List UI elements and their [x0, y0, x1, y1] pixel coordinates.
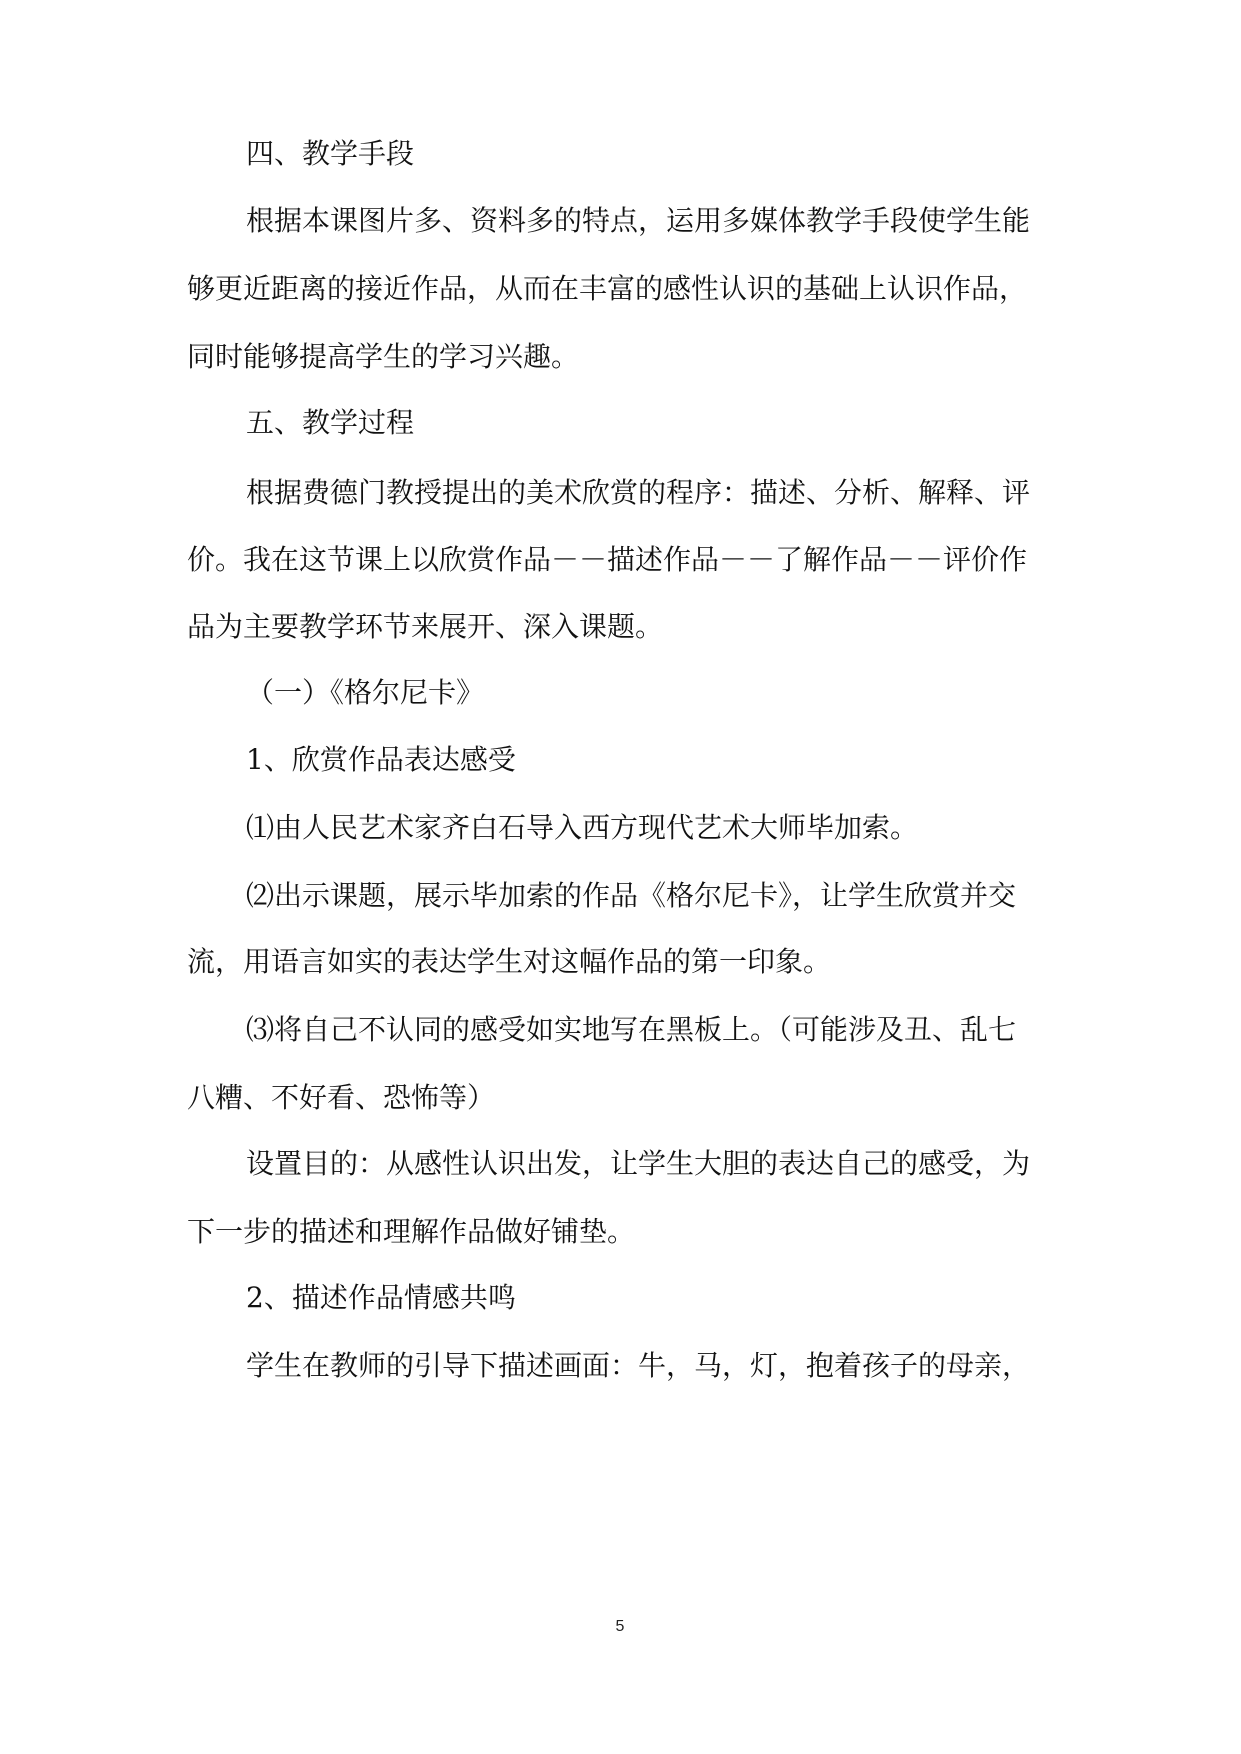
paragraph-line: 八糟、不好看、恐怖等）: [187, 1081, 496, 1114]
paragraph-line: 流，用语言如实的表达学生对这幅作品的第一印象。: [187, 945, 832, 978]
paragraph-line: 根据本课图片多、资料多的特点，运用多媒体教学手段使学生能: [246, 204, 1031, 237]
section-title-guernica: （一）《格尔尼卡》: [246, 676, 485, 709]
paragraph-line: 设置目的：从感性认识出发，让学生大胆的表达自己的感受，为: [246, 1147, 1031, 1180]
paragraph-line: 根据费德门教授提出的美术欣赏的程序：描述、分析、解释、评: [246, 476, 1031, 509]
subsection-title: 1、欣赏作品表达感受: [246, 743, 516, 776]
heading-teaching-means: 四、教学手段: [246, 137, 415, 170]
paragraph-line: 下一步的描述和理解作品做好铺垫。: [187, 1215, 636, 1248]
paragraph-line: 够更近距离的接近作品，从而在丰富的感性认识的基础上认识作品，: [187, 272, 1028, 305]
list-item: ⑵出示课题，展示毕加索的作品《格尔尼卡》，让学生欣赏并交: [246, 879, 1017, 912]
page-number: 5: [615, 1618, 625, 1635]
list-item: ⑶将自己不认同的感受如实地写在黑板上。（可能涉及丑、乱七: [246, 1013, 1017, 1046]
list-item: ⑴由人民艺术家齐白石导入西方现代艺术大师毕加索。: [246, 811, 919, 844]
paragraph-line: 价。我在这节课上以欣赏作品－－描述作品－－了解作品－－评价作: [187, 543, 1028, 576]
paragraph-line: 品为主要教学环节来展开、深入课题。: [187, 610, 664, 643]
subsection-title: 2、描述作品情感共鸣: [246, 1281, 516, 1314]
heading-teaching-process: 五、教学过程: [246, 406, 415, 439]
paragraph-line: 同时能够提高学生的学习兴趣。: [187, 340, 580, 373]
paragraph-line: 学生在教师的引导下描述画面：牛，马，灯，抱着孩子的母亲，: [246, 1349, 1031, 1382]
